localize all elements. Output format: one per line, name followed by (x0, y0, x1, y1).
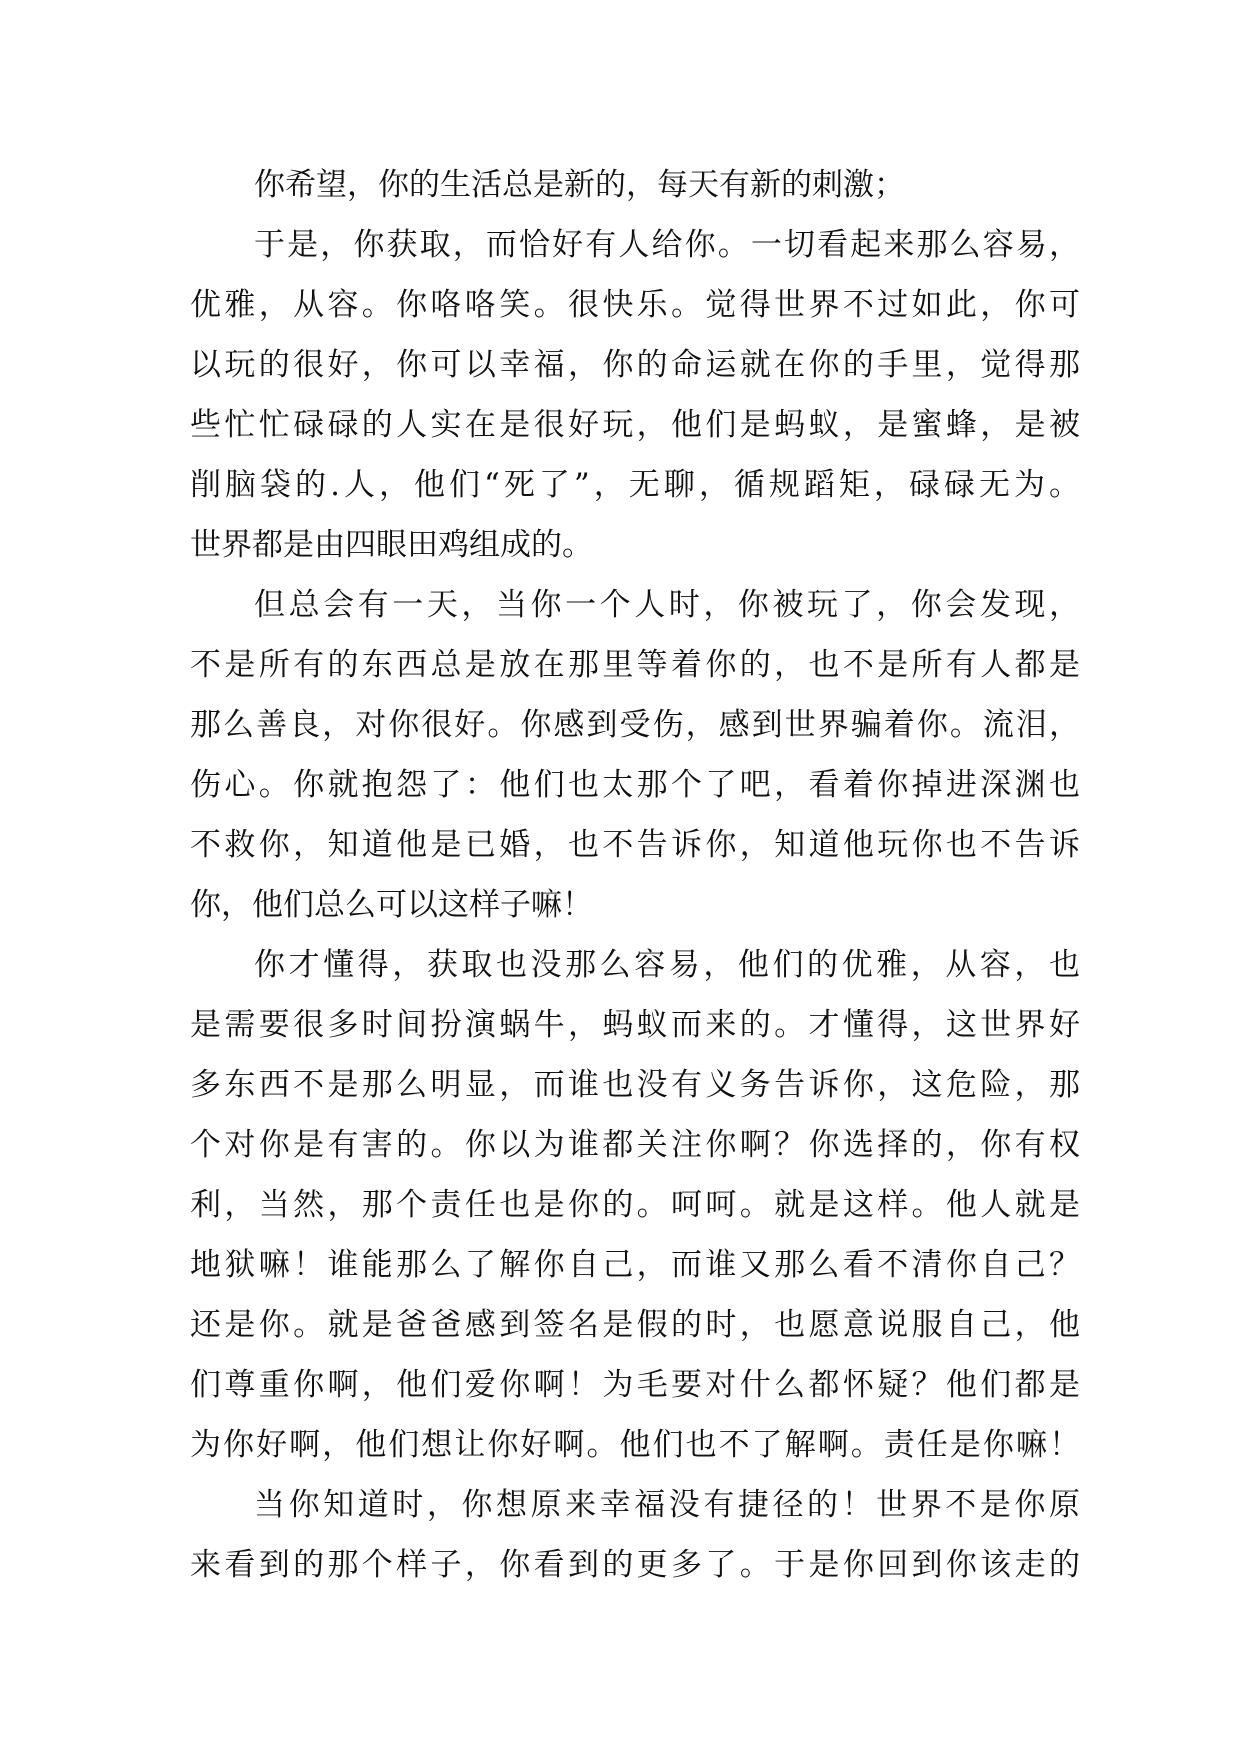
text-line: 以玩的很好，你可以幸福，你的命运就在你的手里，觉得那 (190, 347, 1080, 383)
text-line: 为你好啊，他们想让你好啊。他们也不了解啊。责任是你嘛！ (190, 1427, 1080, 1463)
text-line: 你希望，你的生活总是新的，每天有新的刺激； (254, 167, 905, 203)
text-line: 世界都是由四眼田鸡组成的。 (190, 527, 593, 563)
text-line: 多东西不是那么明显，而谁也没有义务告诉你，这危险，那 (190, 1067, 1080, 1103)
text-line: 当你知道时，你想原来幸福没有捷径的！世界不是你原 (254, 1487, 1080, 1523)
text-line: 不救你，知道他是已婚，也不告诉你，知道他玩你也不告诉 (190, 827, 1080, 863)
text-line: 你，他们总么可以这样子嘛！ (190, 887, 593, 923)
text-line: 是需要很多时间扮演蜗牛，蚂蚁而来的。才懂得，这世界好 (190, 1007, 1080, 1043)
text-line: 优雅，从容。你咯咯笑。很快乐。觉得世界不过如此，你可 (190, 287, 1080, 323)
text-line: 些忙忙碌碌的人实在是很好玩，他们是蚂蚁，是蜜蜂，是被 (190, 407, 1080, 443)
text-line: 那么善良，对你很好。你感到受伤，感到世界骗着你。流泪， (190, 707, 1080, 743)
text-line: 削脑袋的.人，他们“死了”，无聊，循规蹈矩，碌碌无为。 (190, 467, 1080, 503)
text-line: 还是你。就是爸爸感到签名是假的时，也愿意说服自己，他 (190, 1307, 1080, 1343)
text-line: 利，当然，那个责任也是你的。呵呵。就是这样。他人就是 (190, 1187, 1080, 1223)
text-line: 地狱嘛！谁能那么了解你自己，而谁又那么看不清你自己？ (190, 1247, 1080, 1283)
text-line: 来看到的那个样子，你看到的更多了。于是你回到你该走的 (190, 1547, 1080, 1583)
text-line: 个对你是有害的。你以为谁都关注你啊？你选择的，你有权 (190, 1127, 1080, 1163)
text-line: 伤心。你就抱怨了：他们也太那个了吧，看着你掉进深渊也 (190, 767, 1080, 803)
text-line: 你才懂得，获取也没那么容易，他们的优雅，从容，也 (254, 947, 1080, 983)
text-line: 们尊重你啊，他们爱你啊！为毛要对什么都怀疑？他们都是 (190, 1367, 1080, 1403)
text-line: 但总会有一天，当你一个人时，你被玩了，你会发现， (254, 587, 1080, 623)
text-line: 于是，你获取，而恰好有人给你。一切看起来那么容易， (254, 227, 1080, 263)
text-line: 不是所有的东西总是放在那里等着你的，也不是所有人都是 (190, 647, 1080, 683)
